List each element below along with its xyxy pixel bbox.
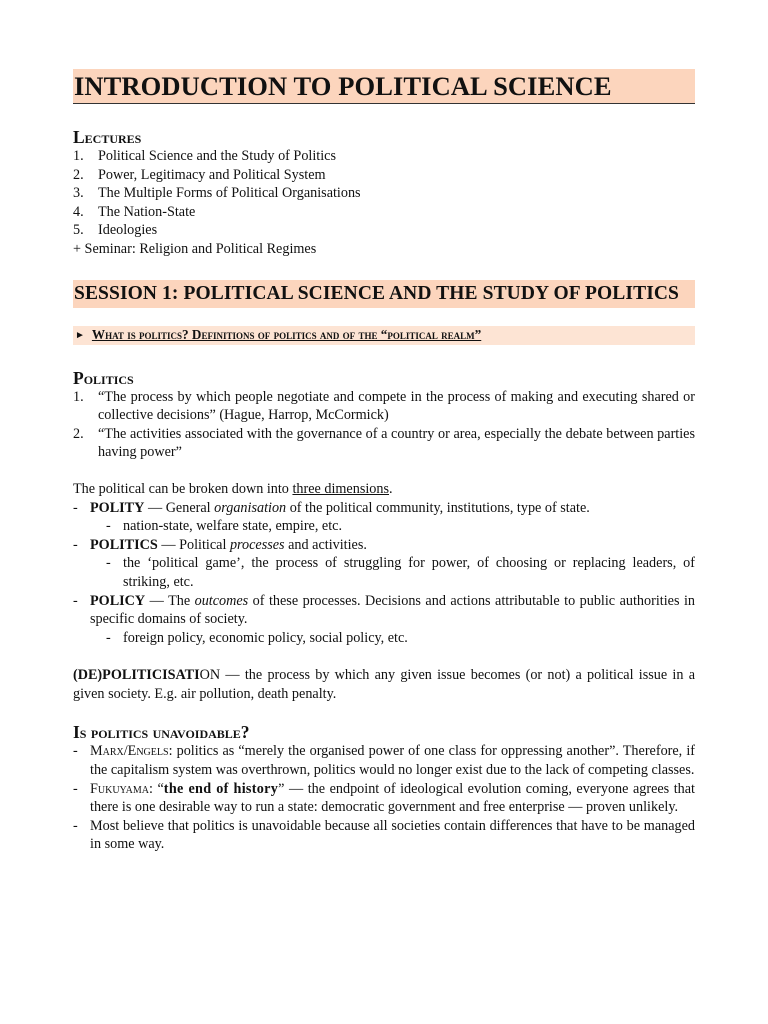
consensus-item: - Most believe that politics is unavoidable because all societies contain differences that have to be managed in some way.	[73, 817, 695, 853]
dash-bullet: -	[73, 592, 78, 609]
marx-engels-item: - Marx/Engels: politics as “merely the organised power of one class for oppressing another”. Therefore, if the capitalism system was overthrown, politics would no longer exist due to the lack of competing classes.	[73, 743, 695, 779]
dimensions-underlined: three dimensions	[292, 480, 389, 497]
dimension-item-polity: - POLITY — General organisation of the political community, institutions, type of state. - nation-state, welfare state, empire, etc.	[73, 499, 695, 536]
fukuyama-item: - Fukuyama: “the end of history” — the endpoint of ideological evolution coming, everyone agrees that there is one desirable way to run a state: democratic government and free enterprise — proven unlikely.	[73, 780, 695, 816]
lecture-number: 1.	[73, 148, 84, 164]
dash-bullet: -	[73, 780, 78, 797]
dimension-example: - the ‘political game’, the process of struggling for power, of choosing or replacing leaders, of striking, etc.	[106, 555, 695, 590]
lecture-item	[73, 147, 695, 166]
lecture-text: The Nation-State	[98, 203, 196, 220]
subheading-text: What is politics? Definitions of politics and of the “political realm”	[91, 326, 482, 342]
lecture-number: 2.	[73, 166, 84, 183]
lecture-text: Political Science and the Study of Politics	[98, 148, 337, 164]
politics-heading: Politics	[73, 367, 134, 388]
dimension-item-politics: - POLITICS — Political processes and activities. - the ‘political game’, the process of struggling for power, of choosing or replacing leaders, of striking, etc.	[73, 536, 695, 590]
dimension-example: - foreign policy, economic policy, social policy, etc.	[106, 629, 408, 646]
definition-item	[73, 425, 695, 462]
lectures-heading: Lectures	[73, 127, 142, 147]
lecture-number: 4.	[73, 203, 84, 220]
seminar-line: + Seminar: Religion and Political Regimes	[73, 240, 317, 257]
lecture-number: 5.	[73, 222, 84, 239]
lectures-list	[73, 147, 695, 240]
dimension-term: POLICY	[90, 592, 146, 609]
lecture-text: Power, Legitimacy and Political System	[98, 166, 326, 183]
author-name: Fukuyama	[90, 780, 150, 797]
dash-bullet: -	[73, 817, 78, 834]
dash-bullet: -	[106, 629, 111, 646]
dimension-item-policy: - POLICY — The outcomes of these processes. Decisions and actions attributable to public authorities in specific domains of society. - foreign policy, economic policy, social policy, etc.	[73, 592, 695, 646]
session-title: SESSION 1: POLITICAL SCIENCE AND THE STUDY OF POLITICS	[73, 280, 695, 308]
lecture-item	[73, 166, 695, 185]
politics-definitions-list	[73, 388, 695, 462]
definition-text: “The process by which people negotiate and compete in the process of making and executing shared or collective decisions” (Hague, Harrop, McCormick)	[98, 388, 695, 424]
dash-bullet: -	[73, 743, 78, 760]
document-title: INTRODUCTION TO POLITICAL SCIENCE	[73, 69, 695, 104]
definition-item	[73, 388, 695, 425]
dimensions-list	[73, 499, 695, 648]
depoliticisation-paragraph: (DE)POLITICISATION — the process by which any given issue becomes (or not) a political issue in a given society. E.g. air pollution, death penalty.	[73, 667, 695, 702]
definition-number: 1.	[73, 388, 84, 405]
definition-text: “The activities associated with the governance of a country or area, especially the debate between parties having power”	[98, 425, 695, 461]
lecture-item	[73, 221, 695, 240]
dimension-term: POLITY	[90, 499, 145, 516]
dimension-sublist	[90, 517, 695, 536]
definition-number: 2.	[73, 425, 84, 442]
dimension-example: - nation-state, welfare state, empire, etc.	[106, 518, 343, 535]
key-phrase: the end of history	[163, 780, 279, 797]
depoliticisation-term: (DE)POLITICISATI	[73, 667, 200, 684]
right-triangle-icon: ►	[75, 329, 85, 341]
dimensions-intro: The political can be broken down into three dimensions.	[73, 480, 393, 497]
dimension-sublist	[90, 554, 695, 591]
dash-bullet: -	[106, 518, 111, 535]
lecture-number: 3.	[73, 185, 84, 202]
dash-bullet: -	[73, 536, 78, 553]
dimension-term: POLITICS	[90, 536, 158, 553]
unavoidable-heading: Is politics unavoidable?	[73, 722, 250, 743]
section-subheading	[73, 326, 695, 345]
lecture-item	[73, 184, 695, 203]
lecture-item	[73, 203, 695, 222]
lecture-text: Ideologies	[98, 222, 158, 239]
author-name: Marx/Engels	[90, 743, 169, 760]
lecture-text: The Multiple Forms of Political Organisations	[98, 185, 361, 202]
dimension-sublist	[90, 629, 695, 648]
dash-bullet: -	[106, 555, 111, 572]
dash-bullet: -	[73, 499, 78, 516]
unavoidable-list	[73, 742, 695, 854]
document-content	[73, 69, 695, 854]
